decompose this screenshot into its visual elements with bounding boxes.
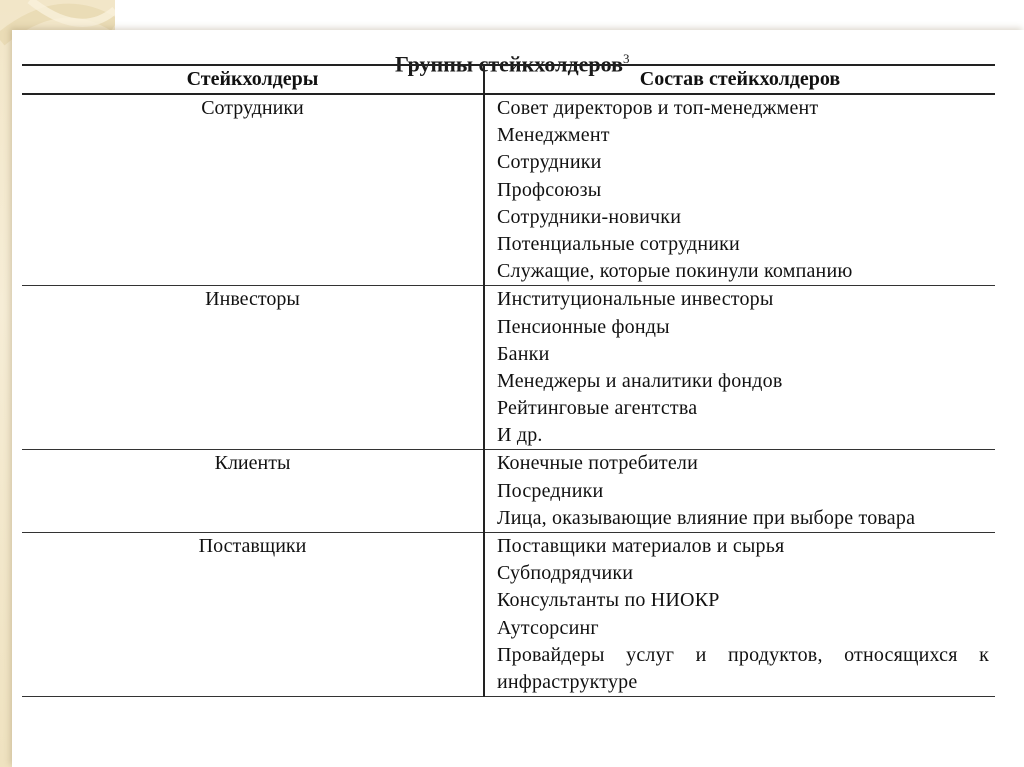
group-name: Инвесторы <box>22 286 484 450</box>
title-text: Группы стейкхолдеров <box>395 51 623 77</box>
table-row-suppliers <box>22 533 995 697</box>
member-item: И др. <box>497 424 543 447</box>
group-name: Сотрудники <box>22 94 484 286</box>
member-item: инфраструктуре <box>497 670 638 693</box>
member-item: Совет директоров и топ-менеджмент <box>497 97 819 119</box>
stakeholder-table <box>22 64 995 697</box>
member-item: Профсоюзы <box>497 178 602 201</box>
slide-frame <box>12 30 1024 767</box>
slide-content <box>22 30 1022 767</box>
member-item: Пенсионные фонды <box>497 315 670 338</box>
member-item: Посредники <box>497 479 604 502</box>
member-item: Конечные потребители <box>497 452 698 475</box>
group-name: Поставщики <box>22 533 484 697</box>
table-header-row <box>22 65 995 94</box>
member-item: Субподрядчики <box>497 562 634 585</box>
group-members <box>484 94 995 286</box>
group-name: Клиенты <box>22 450 484 533</box>
group-members <box>484 450 995 533</box>
member-item: Провайдеры услуг и продуктов, относящихся к <box>497 643 989 666</box>
member-item: Сотрудники <box>497 151 602 174</box>
member-item: Потенциальные сотрудники <box>497 232 740 255</box>
member-item: Консультанты по НИОКР <box>497 589 720 612</box>
table-row-investors <box>22 286 995 450</box>
member-item: Банки <box>497 342 550 365</box>
group-members <box>484 286 995 450</box>
group-members <box>484 533 995 697</box>
title-footnote-marker: 3 <box>622 51 630 66</box>
table-row-employees <box>22 94 995 286</box>
member-item: Лица, оказывающие влияние при выборе товара <box>497 506 916 529</box>
member-item: Менеджеры и аналитики фондов <box>497 369 783 392</box>
member-item: Сотрудники-новички <box>497 205 682 228</box>
member-item: Институциональные инвесторы <box>497 288 774 311</box>
member-item: Рейтинговые агентства <box>497 397 698 420</box>
header-composition: Состав стейкхолдеров <box>484 65 995 94</box>
table-row-clients <box>22 450 995 533</box>
member-item: Менеджмент <box>497 124 610 147</box>
member-item: Поставщики материалов и сырья <box>497 535 785 557</box>
header-stakeholders: Стейкхолдеры <box>22 65 484 94</box>
member-item: Служащие, которые покинули компанию <box>497 260 853 283</box>
member-item: Аутсорсинг <box>497 616 599 639</box>
